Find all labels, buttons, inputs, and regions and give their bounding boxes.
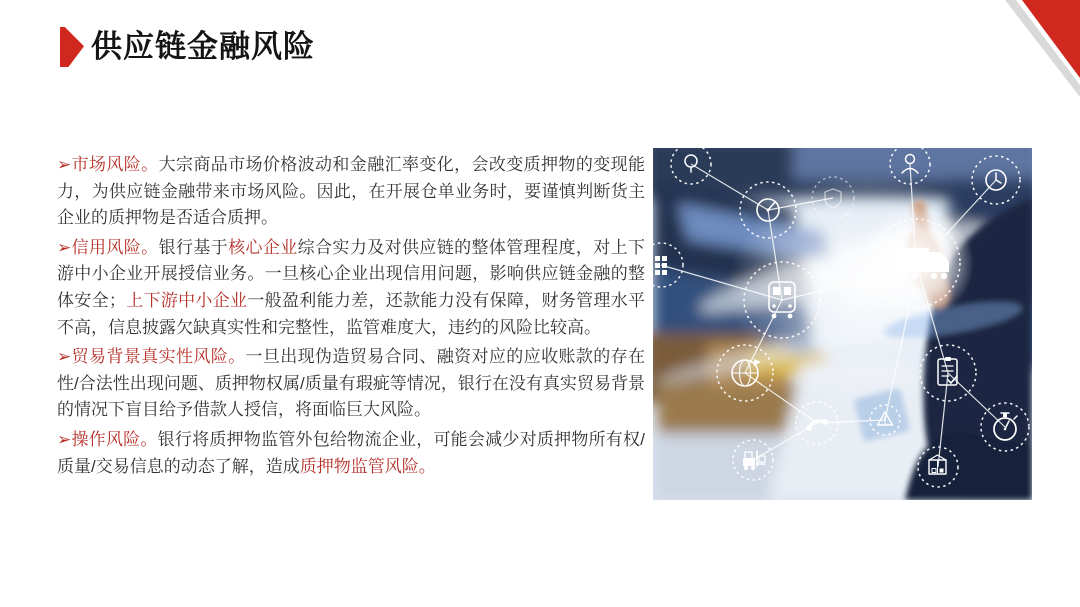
supply-chain-photo <box>653 148 1032 500</box>
title-row <box>60 27 315 67</box>
bullet-market-risk: ➢市场风险。大宗商品市场价格波动和金融汇率变化，会改变质押物的变现能力，为供应链金融带来市场风险。因此，在开展仓单业务时，要谨慎判断货主企业的质押物是否适合质押。 <box>57 155 645 228</box>
bullet-credit-risk: ➢信用风险。银行基于核心企业综合实力及对供应链的整体管理程度，对上下游中小企业开展授信业务。一旦核心企业出现信用问题，影响供应链金融的整体安全；上下游中小企业一般盈利能力差，还款能力没有保障，财务管理水平不高，信息披露欠缺真实性和完整性，监管难度大，违约的风险比较高。 <box>57 237 646 337</box>
bullet-trade-background-risk: ➢贸易背景真实性风险。一旦出现伪造贸易合同、融资对应的应收账款的存在性/合法性出现问题、质押物权属/质量有瑕疵等情况，银行在没有真实贸易背景的情况下盲目给予借款人授信，将面临巨大风险。 <box>57 347 645 420</box>
photo-canvas <box>653 148 1032 500</box>
bullet-operation-risk: ➢操作风险。银行将质押物监管外包给物流企业，可能会减少对质押物所有权/质量/交易信息的动态了解，造成质押物监管风险。 <box>57 429 645 476</box>
truck-icon <box>858 205 974 321</box>
title-accent-icon <box>60 27 84 67</box>
page-title: 供应链金融风险 <box>91 29 315 64</box>
bullet-list <box>57 152 645 483</box>
